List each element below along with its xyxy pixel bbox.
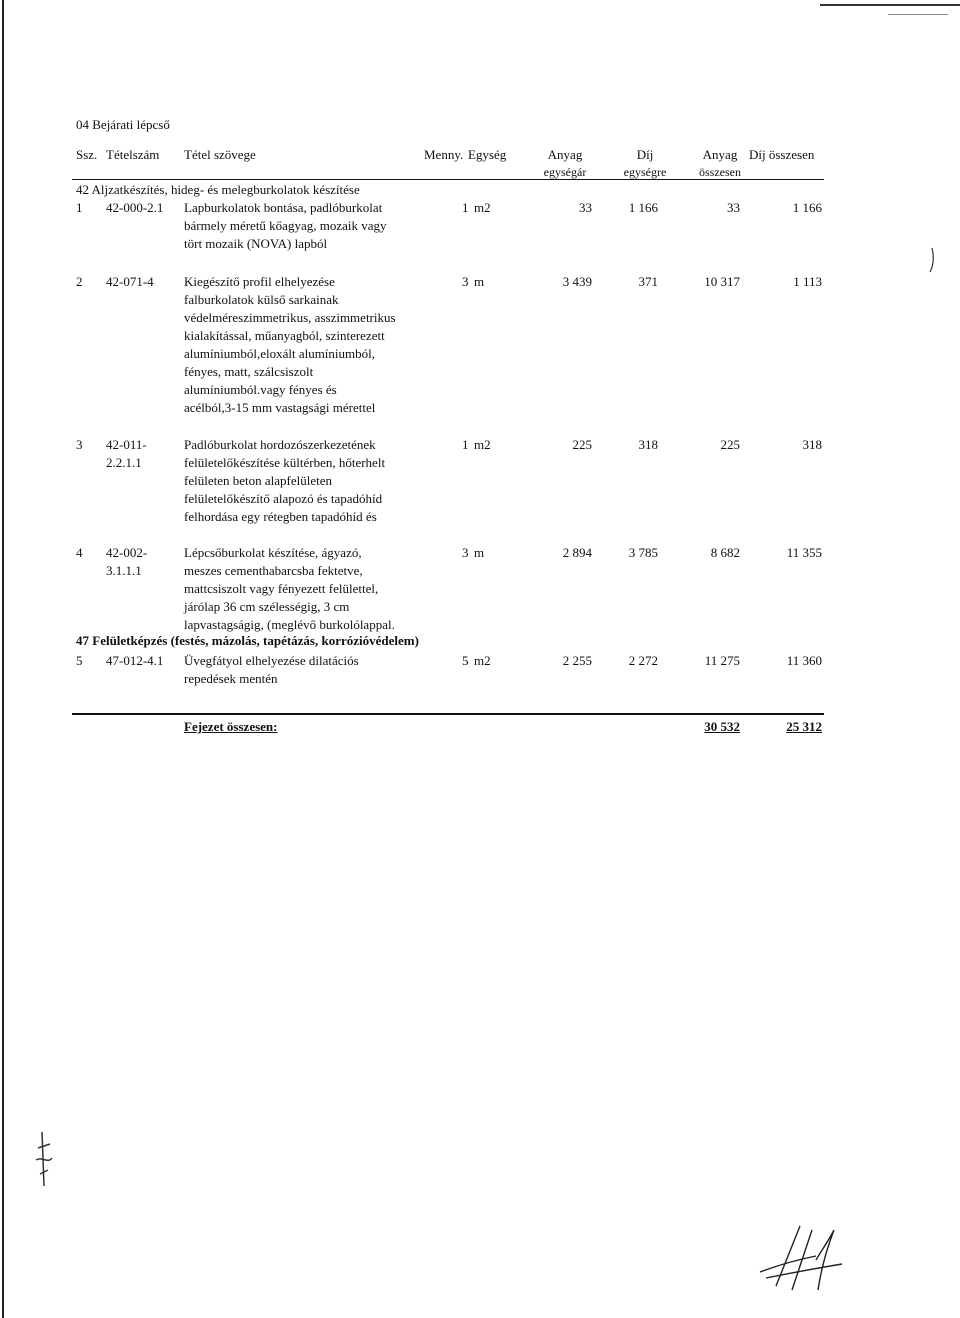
chapter-total-anyag: 30 532	[704, 719, 740, 734]
row-dij-osszesen: 318	[802, 437, 822, 452]
header-tetelszam: Tételszám	[106, 147, 160, 162]
scan-mark-top-right-2	[888, 14, 948, 15]
signature	[756, 1220, 846, 1300]
chapter-total-dij: 25 312	[786, 719, 822, 734]
row-anyag-egysegar: 3 439	[562, 274, 592, 289]
row-menny: 5	[462, 653, 469, 668]
row-description: Üvegfátyol elhelyezése dilatációs repedések mentén	[184, 653, 359, 686]
row-anyag-osszesen: 8 682	[710, 545, 740, 560]
row-description: Kiegészítő profil elhelyezése falburkolatok külső sarkainak védelméreszimmetrikus, asszimmetrikus kialakítással, műanyagból, szinterezett alumíniumból,eloxált alumíniumból, fényes, matt, szálcsiszolt alumíniumból.vagy fényes és acélból,3-15 mm vastagsági mérettel	[184, 274, 396, 415]
row-dij-egysegre: 2 272	[628, 653, 658, 668]
header-dij-egysegre	[610, 146, 680, 180]
row-description: Lapburkolatok bontása, padlóburkolat bármely méretű kőagyag, mozaik vagy tört mozaik (NOVA) lapból	[184, 200, 387, 251]
header-anyag-egysegar-line1: Anyag	[547, 147, 583, 162]
header-egyseg: Egység	[468, 147, 507, 162]
row-anyag-osszesen: 225	[720, 437, 740, 452]
header-menny: Menny.	[424, 147, 464, 162]
row-dij-egysegre: 1 166	[628, 200, 658, 215]
header-tetel-szovege: Tétel szövege	[184, 147, 256, 162]
row-anyag-egysegar: 2 894	[562, 545, 592, 560]
row-dij-egysegre: 318	[638, 437, 658, 452]
row-ssz: 5	[76, 653, 83, 668]
row-dij-egysegre: 3 785	[628, 545, 658, 560]
row-description: Lépcsőburkolat készítése, ágyazó, meszes cementhabarcsba fektetve, mattcsiszolt vagy fényezett felülettel, járólap 36 cm szélességig, 3 cm lapvastagságig, (meglévő burkolólappal.	[184, 545, 395, 632]
group-title-42: 42 Aljzatkészítés, hideg- és melegburkolatok készítése	[76, 182, 360, 197]
header-anyag-egysegar-line2: egységár	[543, 165, 587, 179]
row-ssz: 2	[76, 274, 83, 289]
header-anyag-osszesen-line2: összesen	[699, 165, 741, 179]
row-description: Padlóburkolat hordozószerkezetének felületelőkészítése kültérben, hőterhelt felületen beton alapfelületen felületelőkészítő alapozó és tapadóhíd felhordása egy rétegben tapadóhíd és	[184, 437, 386, 524]
row-anyag-egysegar: 225	[572, 437, 592, 452]
row-menny: 3	[462, 545, 469, 560]
row-egyseg: m2	[474, 437, 491, 452]
header-anyag-osszesen-line1: Anyag	[702, 147, 738, 162]
row-egyseg: m	[474, 545, 485, 560]
row-menny: 3	[462, 274, 469, 289]
row-tetelszam: 42-071-4	[106, 274, 154, 289]
row-ssz: 4	[76, 545, 83, 560]
row-egyseg: m2	[474, 200, 491, 215]
header-anyag-osszesen	[680, 146, 760, 180]
row-tetelszam: 42-002- 3.1.1.1	[106, 545, 148, 578]
chapter-total-label: Fejezet összesen:	[184, 719, 278, 734]
row-ssz: 1	[76, 200, 83, 215]
row-anyag-osszesen: 33	[727, 200, 740, 215]
group-title-47: 47 Felületképzés (festés, mázolás, tapétázás, korrózióvédelem)	[76, 633, 419, 648]
header-dij-osszesen: Díj összesen	[749, 147, 815, 162]
row-anyag-osszesen: 11 275	[704, 653, 740, 668]
row-tetelszam: 42-011- 2.2.1.1	[106, 437, 147, 470]
row-egyseg: m2	[474, 653, 491, 668]
header-ssz: Ssz.	[76, 147, 98, 162]
footer-divider	[72, 713, 824, 715]
left-margin-scribble	[30, 1130, 60, 1190]
row-tetelszam: 47-012-4.1	[106, 653, 164, 668]
header-anyag-egysegar	[530, 146, 600, 180]
row-dij-osszesen: 1 113	[793, 274, 822, 289]
row-menny: 1	[462, 200, 469, 215]
header-dij-egysegre-line2: egységre	[623, 165, 667, 179]
row-anyag-osszesen: 10 317	[704, 274, 740, 289]
row-egyseg: m	[474, 274, 485, 289]
row-dij-osszesen: 11 355	[786, 545, 822, 560]
margin-mark	[924, 246, 944, 276]
section-title: 04 Bejárati lépcső	[76, 117, 170, 132]
row-anyag-egysegar: 33	[579, 200, 592, 215]
row-tetelszam: 42-000-2.1	[106, 200, 164, 215]
row-dij-egysegre: 371	[638, 274, 658, 289]
scan-edge-line	[2, 0, 4, 1318]
row-ssz: 3	[76, 437, 83, 452]
row-dij-osszesen: 11 360	[786, 653, 822, 668]
scan-mark-top-right	[820, 4, 960, 6]
header-dij-egysegre-line1: Díj	[636, 147, 654, 162]
row-menny: 1	[462, 437, 469, 452]
row-dij-osszesen: 1 166	[792, 200, 822, 215]
row-anyag-egysegar: 2 255	[562, 653, 592, 668]
header-divider	[72, 179, 824, 180]
